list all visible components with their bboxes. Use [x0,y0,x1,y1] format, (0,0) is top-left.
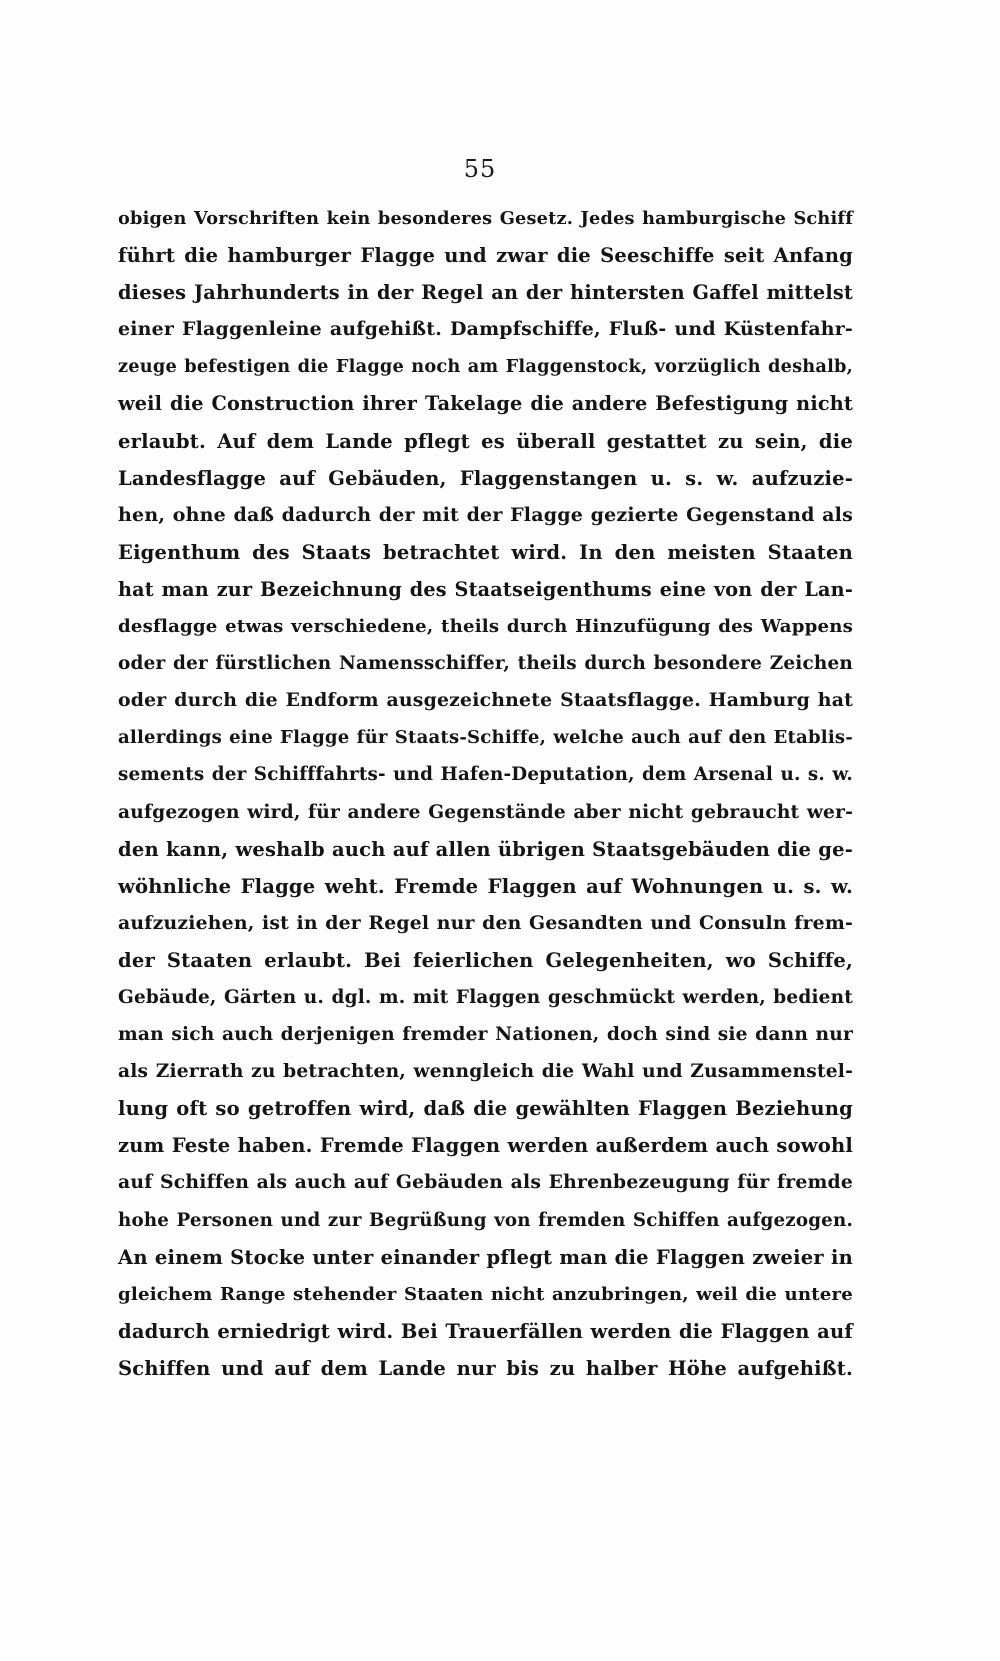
text-line: wöhnliche Flagge weht. Fremde Flaggen auf Wohnungen u. s. w. [118,874,853,898]
text-line: der Staaten erlaubt. Bei feierlichen Gelegenheiten, wo Schiffe, [118,948,853,972]
text-line: desflagge etwas verschiedene, theils durch Hinzufügung des Wappens [118,616,853,638]
text-line: den kann, weshalb auch auf allen übrigen Staatsgebäuden die ge- [118,837,853,861]
text-line: An einem Stocke unter einander pflegt man die Flaggen zweier in [118,1245,853,1269]
text-line: gleichem Range stehender Staaten nicht anzubringen, weil die untere [118,1283,853,1305]
text-line: Gebäude, Gärten u. dgl. m. mit Flaggen geschmückt werden, bedient [118,986,853,1008]
text-line: dieses Jahrhunderts in der Regel an der hintersten Gaffel mittelst [118,281,853,305]
text-line: man sich auch derjenigen fremder Nationen, doch sind sie dann nur [118,1024,853,1046]
text-line: weil die Construction ihrer Takelage die andere Befestigung nicht [118,392,853,416]
text-line: obigen Vorschriften kein besonderes Gesetz. Jedes hamburgische Schiff [118,208,853,229]
text-line: oder durch die Endform ausgezeichnete Staatsflagge. Hamburg hat [118,689,853,712]
text-line: aufgezogen wird, für andere Gegenstände aber nicht gebraucht wer- [118,801,853,823]
text-line: zum Feste haben. Fremde Flaggen werden außerdem auch sowohl [118,1134,853,1158]
text-line: zeuge befestigen die Flagge noch am Flaggenstock, vorzüglich deshalb, [118,356,853,378]
text-line: hohe Personen und zur Begrüßung von fremden Schiffen aufgezogen. [118,1209,853,1231]
text-line: führt die hamburger Flagge und zwar die Seeschiffe seit Anfang [118,244,853,268]
text-line: lung oft so getroffen wird, daß die gewählten Flaggen Beziehung [118,1097,853,1121]
page-number: 55 [463,155,497,183]
text-line: auf Schiffen als auch auf Gebäuden als Ehrenbezeugung für fremde [118,1171,853,1194]
text-line: hen, ohne daß dadurch der mit der Flagge gezierte Gegenstand als [118,503,853,526]
text-line: Schiffen und auf dem Lande nur bis zu halber Höhe aufgehißt. [118,1356,853,1380]
text-line: als Zierrath zu betrachten, wenngleich die Wahl und Zusammenstel- [118,1061,853,1083]
text-line: hat man zur Bezeichnung des Staatseigenthums eine von der Lan- [118,577,853,601]
text-line: oder der fürstlichen Namensschiffer, theils durch besondere Zeichen [118,653,853,675]
text-line: aufzuziehen, ist in der Regel nur den Gesandten und Consuln frem- [118,911,853,934]
text-line: Eigenthum des Staats betrachtet wird. In den meisten Staaten [118,540,853,564]
text-line: dadurch erniedrigt wird. Bei Trauerfällen werden die Flaggen auf [118,1319,853,1343]
body-text [118,200,853,1387]
text-line: einer Flaggenleine aufgehißt. Dampfschiffe, Fluß- und Küstenfahr- [118,318,853,341]
text-line: allerdings eine Flagge für Staats-Schiffe, welche auch auf den Etablis- [118,727,853,749]
text-line: erlaubt. Auf dem Lande pflegt es überall gestattet zu sein, die [118,429,853,453]
text-line: Landesflagge auf Gebäuden, Flaggenstangen u. s. w. aufzuzie- [118,466,853,490]
text-line: sements der Schifffahrts- und Hafen-Deputation, dem Arsenal u. s. w. [118,764,853,786]
